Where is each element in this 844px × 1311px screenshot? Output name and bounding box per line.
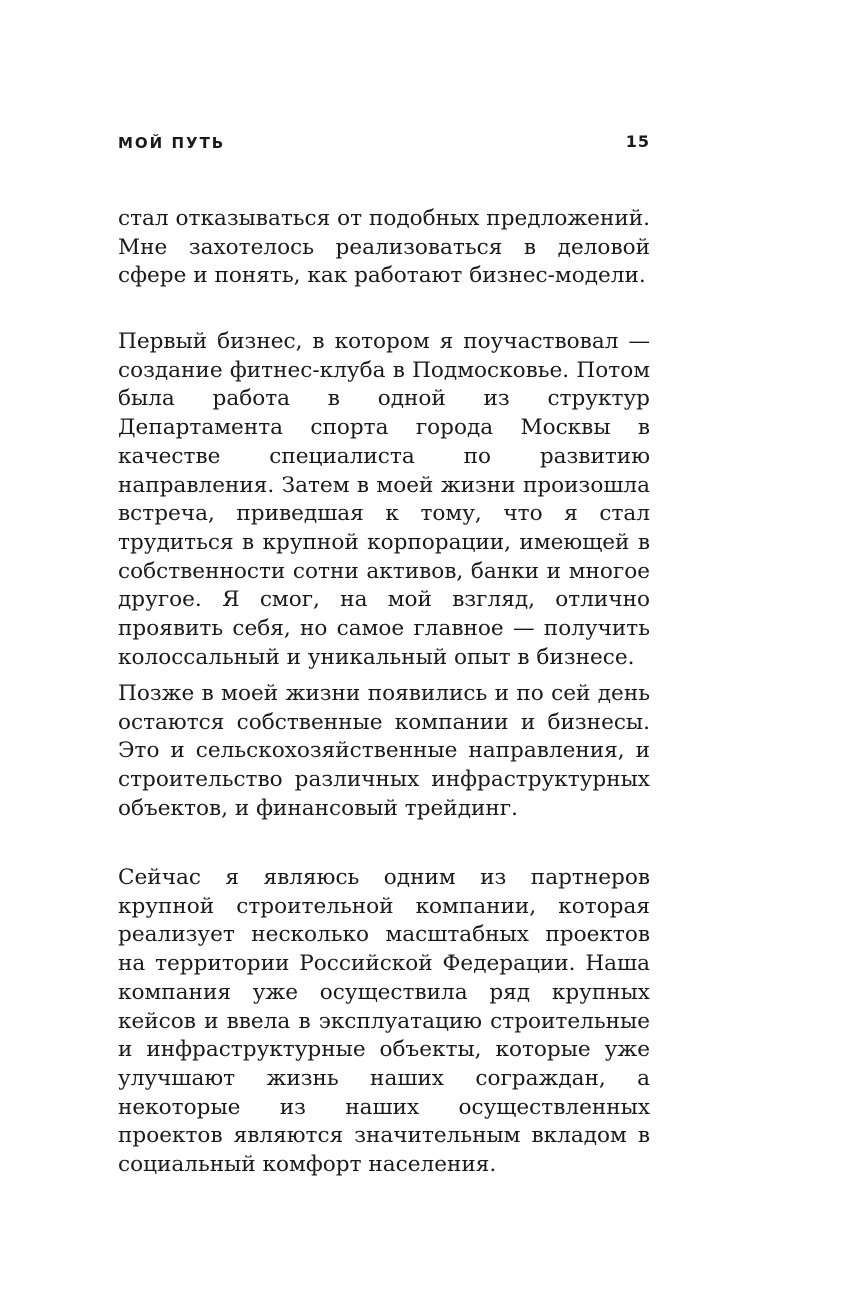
page-number: 15 [625,132,650,151]
paragraph-text: стал отказываться от подобных предложений. Мне захотелось реализоваться в деловой сфере и понять, как работают бизнес-модели. [118,206,650,289]
paragraph-text: Сейчас я являюсь одним из партнеров крупной строительной компании, которая реализует несколько масштабных проектов на территории Российской Федерации. Наша компания уже осуществила ряд крупных кейсов и ввела в эксплуатацию строительные и инфраструктурные объекты, которые уже улучшают жизнь наших сограждан, а некоторые из наших осуществленных проектов являются значительным вкладом в социальный комфорт населения. [118,865,650,1178]
paragraph-text: Первый бизнес, в котором я поучаствовал — создание фитнес-клуба в Подмосковье. Потом была работа в одной из структур Департамента спорта города Москвы в качестве специалиста по развитию направления. Затем в моей жизни произошла встреча, приведшая к тому, что я стал трудиться в крупной корпорации, имеющей в собственности сотни активов, банки и многое другое. Я смог, на мой взгляд, отлично проявить себя, но самое главное — получить колоссальный и уникальный опыт в бизнесе. [118,329,650,670]
paragraph-4 [118,864,650,1180]
paragraph-text: Позже в моей жизни появились и по сей день остаются собственные компании и бизнесы. Это и сельскохозяйственные направления, и строительство различных инфраструктурных объектов, и финансовый трейдинг. [118,681,650,821]
paragraph-1 [118,205,650,291]
running-header [118,131,650,155]
paragraph-2 [118,328,650,672]
paragraph-3 [118,680,650,824]
chapter-title: МОЙ ПУТЬ [118,134,226,152]
